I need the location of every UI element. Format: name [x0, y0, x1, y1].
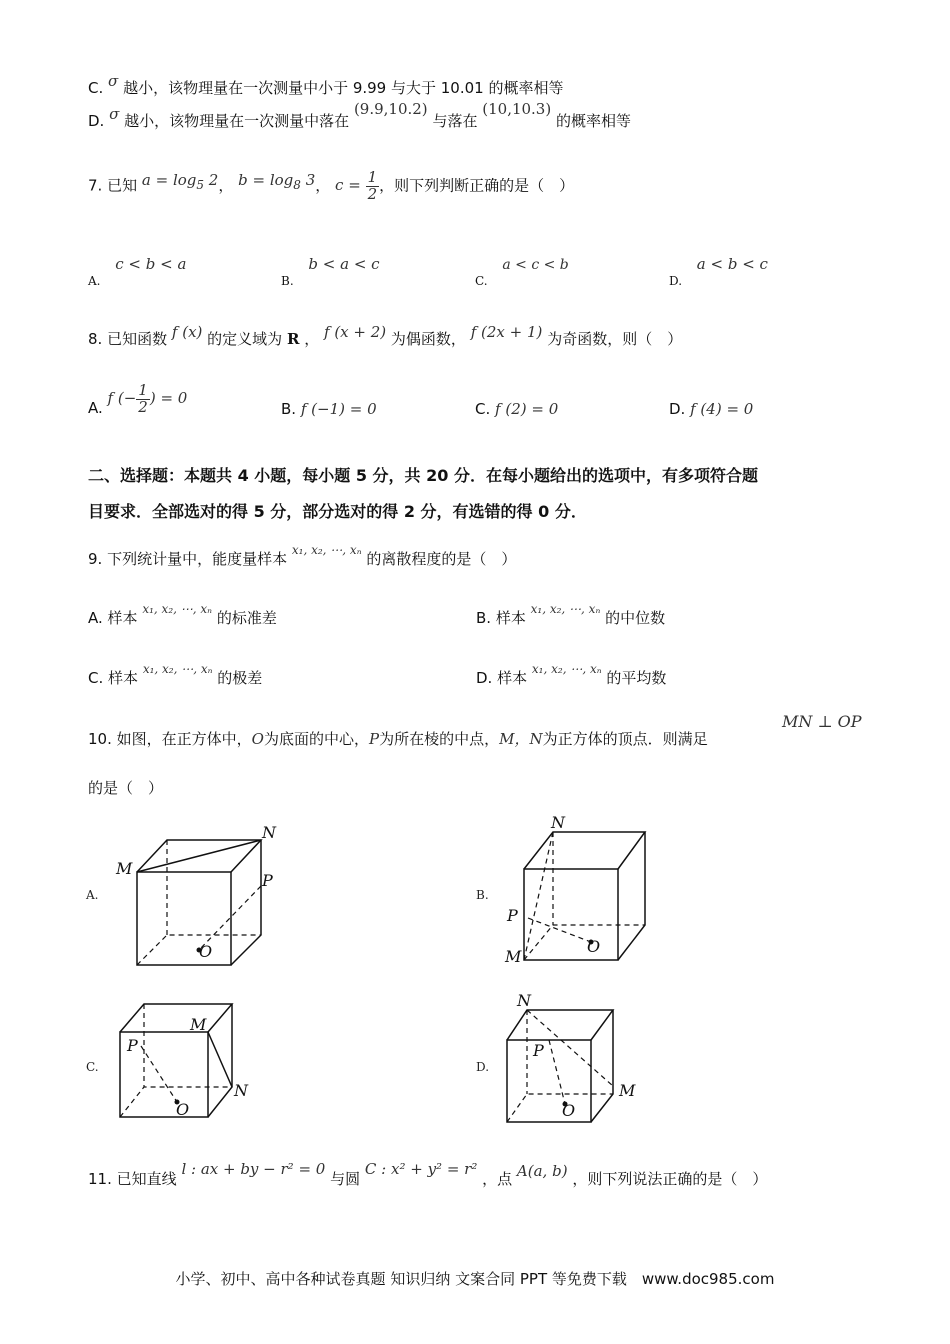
- point-o: O: [251, 730, 264, 748]
- expr-f-x-plus-2: f (x + 2): [324, 323, 387, 341]
- question-7: [88, 170, 574, 203]
- label-o: O: [562, 1101, 576, 1120]
- option-text-post: 的标准差: [216, 609, 277, 627]
- sample-expr: x₁, x₂, ⋯, xₙ: [531, 662, 602, 676]
- figure-c-label: C.: [86, 1060, 99, 1074]
- label-m: M: [619, 1081, 636, 1100]
- point-p: P: [368, 730, 380, 748]
- question-10-line2: 的是（ ）: [88, 779, 164, 797]
- option-label: A.: [88, 399, 103, 418]
- option-text-post: 的平均数: [606, 669, 667, 687]
- question-11: [88, 1160, 768, 1189]
- label-o: O: [176, 1100, 190, 1119]
- q8-option-b: [281, 400, 377, 418]
- option-expr: a < b < c: [696, 255, 768, 273]
- section-2-instructions-line1: 二、选择题：本题共 4 小题，每小题 5 分，共 20 分．在每小题给出的选项中，有多项符合题: [88, 466, 758, 485]
- expr-f-2x-plus-1: f (2x + 1): [470, 323, 543, 341]
- interval-2: (10,10.3): [482, 100, 552, 118]
- question-text-1: 如图，在正方体中，: [116, 730, 252, 748]
- cube-figure-c: [110, 1000, 280, 1125]
- label-m: M: [505, 947, 522, 966]
- option-label: D.: [669, 400, 686, 418]
- question-number: 7.: [88, 176, 103, 195]
- label-n: N: [551, 813, 565, 832]
- option-text-post: 的中位数: [605, 609, 666, 627]
- option-expr: a < c < b: [502, 257, 569, 273]
- sigma-symbol: σ: [108, 72, 119, 90]
- label-n: N: [234, 1081, 248, 1100]
- expr-f-x: f (x): [171, 323, 203, 341]
- label-n: N: [517, 991, 531, 1010]
- figure-d-label: D.: [476, 1060, 490, 1074]
- q8-option-c: [475, 400, 558, 418]
- q7-option-d: [669, 255, 768, 288]
- question-number: 8.: [88, 330, 103, 348]
- question-text-1: 已知直线: [116, 1170, 177, 1188]
- separator: ，: [315, 176, 331, 195]
- label-p: P: [262, 871, 273, 890]
- question-text-3: 为偶函数，: [390, 330, 466, 348]
- label-n: N: [262, 823, 276, 842]
- label-p: P: [127, 1036, 138, 1055]
- q9-option-b: [476, 602, 666, 628]
- option-text-pre: 样本: [108, 669, 139, 687]
- cube-figure-b: [495, 812, 665, 970]
- option-expr: f (2) = 0: [495, 400, 559, 418]
- option-expr: f (−1) = 0: [300, 400, 377, 418]
- option-expr: f (4) = 0: [690, 400, 754, 418]
- option-text-1: 越小，该物理量在一次测量中落在: [124, 112, 350, 130]
- real-set-symbol: R: [286, 330, 300, 348]
- option-label: C.: [88, 79, 104, 97]
- q7-option-c: [475, 255, 569, 288]
- sample-expr: x₁, x₂, ⋯, xₙ: [142, 602, 213, 616]
- cube-figure-a: [110, 820, 290, 975]
- q8-option-d: [669, 400, 753, 418]
- question-text-2: 的离散程度的是（ ）: [366, 550, 517, 568]
- option-text-pre: 样本: [107, 609, 138, 627]
- sample-expr: x₁, x₂, ⋯, xₙ: [530, 602, 601, 616]
- option-label: D.: [669, 274, 683, 288]
- sigma-symbol: σ: [109, 105, 120, 123]
- option-label: A.: [88, 609, 103, 627]
- option-text: 越小，该物理量在一次测量中小于 9.99 与大于 10.01 的概率相等: [123, 79, 564, 97]
- question-text-4: ，则下列说法正确的是（ ）: [572, 1170, 768, 1188]
- question-text-1: 已知函数: [107, 330, 168, 348]
- option-expr: c < b < a: [115, 255, 187, 273]
- figure-b-label: B.: [476, 888, 489, 902]
- option-text-pre: 样本: [497, 669, 528, 687]
- option-label: D.: [88, 112, 105, 130]
- separator: ，: [304, 330, 320, 348]
- section-2-instructions-line2: 目要求．全部选对的得 5 分，部分选对的得 2 分，有选错的得 0 分．: [88, 502, 587, 521]
- label-o: O: [587, 937, 601, 956]
- question-text-4: 为奇函数，则（ ）: [547, 330, 683, 348]
- q8-option-a: [88, 383, 187, 416]
- option-label: C.: [475, 274, 488, 288]
- question-text-2: 与圆: [330, 1170, 361, 1188]
- q9-option-d: [476, 662, 667, 688]
- option-text-post: 的极差: [217, 669, 263, 687]
- option-label: A.: [88, 274, 101, 288]
- expr-a: $a = \log_5 2$: [141, 171, 219, 193]
- question-number: 9.: [88, 550, 103, 568]
- question-text-3: 为所在棱的中点，: [379, 730, 500, 748]
- q6-option-c: [88, 72, 564, 98]
- circle-equation: C : x² + y² = r²: [364, 1160, 478, 1178]
- label-p: P: [533, 1041, 544, 1060]
- question-text-2: 为底面的中心，: [263, 730, 369, 748]
- line-equation: l : ax + by − r² = 0: [181, 1160, 326, 1178]
- question-text-1: 下列统计量中，能度量样本: [107, 550, 288, 568]
- expr-b: $b = \log_8 3$: [238, 171, 316, 193]
- question-8: [88, 323, 683, 349]
- points-m-n: M，N: [499, 730, 543, 748]
- option-label: C.: [475, 400, 491, 418]
- question-text-2: 的定义域为: [207, 330, 283, 348]
- question-10: [88, 728, 708, 749]
- option-text-pre: 样本: [495, 609, 526, 627]
- q7-option-b: [281, 255, 380, 288]
- question-9: [88, 543, 517, 569]
- q9-option-a: [88, 602, 277, 628]
- option-label: B.: [281, 400, 297, 418]
- option-text-2: 与落在: [432, 112, 478, 130]
- question-text-3: ，点: [482, 1170, 513, 1188]
- interval-1: (9.9,10.2): [353, 100, 428, 118]
- q7-option-a: [88, 255, 187, 288]
- option-expr: b < a < c: [308, 255, 380, 273]
- q9-option-c: [88, 662, 263, 688]
- label-m: M: [190, 1015, 207, 1034]
- page-footer: 小学、初中、高中各种试卷真题 知识归纳 文案合同 PPT 等免费下载 www.doc985.com: [175, 1270, 775, 1288]
- perpendicular-condition: MN ⊥ OP: [782, 712, 862, 731]
- question-number: 10.: [88, 730, 112, 748]
- q6-option-d: [88, 100, 632, 131]
- label-p: P: [507, 906, 518, 925]
- question-text-2: ，则下列判断正确的是（ ）: [379, 176, 575, 195]
- option-text-3: 的概率相等: [556, 112, 632, 130]
- label-m: M: [116, 859, 133, 878]
- separator: ，: [218, 176, 234, 195]
- option-label: B.: [476, 609, 492, 627]
- option-label: D.: [476, 669, 493, 687]
- point-a: A(a, b): [516, 1162, 568, 1180]
- figure-a-label: A.: [86, 888, 99, 902]
- option-label: C.: [88, 669, 104, 687]
- question-text-1: 已知: [107, 176, 138, 195]
- cube-figure-d: [495, 990, 665, 1130]
- sample-expr: x₁, x₂, ⋯, xₙ: [142, 662, 213, 676]
- question-number: 11.: [88, 1170, 112, 1188]
- option-expr: f (− $\frac{1}{2}$ ) = 0: [107, 381, 188, 416]
- sample-expr: x₁, x₂, ⋯, xₙ: [291, 543, 362, 557]
- question-text-4: 为正方体的顶点．则满足: [542, 730, 708, 748]
- option-label: B.: [281, 274, 294, 288]
- expr-c: c = $\frac{1}{2}$: [335, 168, 378, 203]
- label-o: O: [199, 942, 213, 961]
